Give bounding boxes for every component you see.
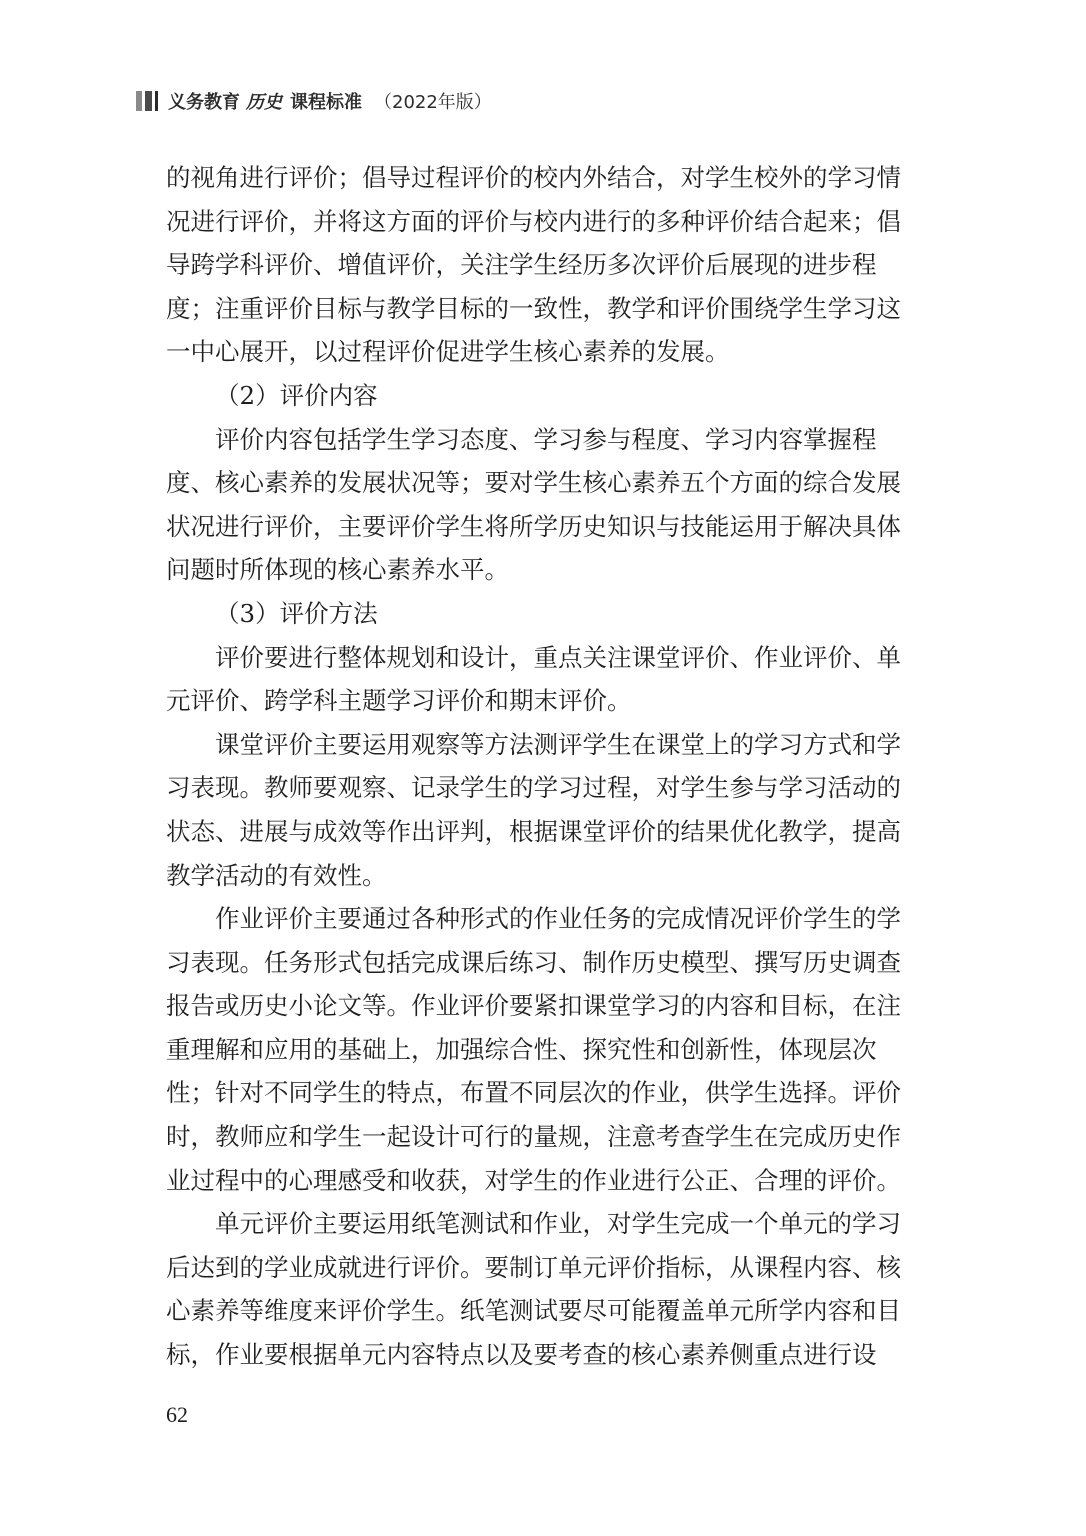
text-line: 况进行评价，并将这方面的评价与校内进行的多种评价结合起来；倡 <box>166 206 901 236</box>
text-line: 重理解和应用的基础上，加强综合性、探究性和创新性，体现层次 <box>166 1034 877 1064</box>
header-bars-icon <box>136 91 158 111</box>
text-line: 评价要进行整体规划和设计，重点关注课堂评价、作业评价、单 <box>215 642 901 672</box>
book-title <box>168 88 492 114</box>
text-line: 问题时所体现的核心素养水平。 <box>166 555 509 585</box>
text-line: 单元评价主要运用纸笔测试和作业，对学生完成一个单元的学习 <box>215 1209 901 1239</box>
text-line: 一中心展开，以过程评价促进学生核心素养的发展。 <box>166 337 730 367</box>
text-line: 习表现。教师要观察、记录学生的学习过程，对学生参与学习活动的 <box>166 773 901 803</box>
text-line: 时，教师应和学生一起设计可行的量规，注意考查学生在完成历史作 <box>166 1122 901 1152</box>
book-title-subject: 历史 <box>246 92 282 113</box>
running-head <box>136 88 492 114</box>
text-line: 教学活动的有效性。 <box>166 860 387 890</box>
text-line: 后达到的学业成就进行评价。要制订单元评价指标，从课程内容、核 <box>166 1252 901 1282</box>
text-line: 习表现。任务形式包括完成课后练习、制作历史模型、撰写历史调查 <box>166 947 901 977</box>
text-line: 性；针对不同学生的特点，布置不同层次的作业，供学生选择。评价 <box>166 1078 901 1108</box>
text-line: 度、核心素养的发展状况等；要对学生核心素养五个方面的综合发展 <box>166 468 901 498</box>
text-line: 作业评价主要通过各种形式的作业任务的完成情况评价学生的学 <box>215 904 901 934</box>
book-edition: （2022年版） <box>374 92 492 113</box>
text-line: 标，作业要根据单元内容特点以及要考查的核心素养侧重点进行设 <box>166 1340 877 1370</box>
text-line: 业过程中的心理感受和收获，对学生的作业进行公正、合理的评价。 <box>166 1165 901 1195</box>
text-line: 课堂评价主要运用观察等方法测评学生在课堂上的学习方式和学 <box>215 729 901 759</box>
text-line: 心素养等维度来评价学生。纸笔测试要尽可能覆盖单元所学内容和目 <box>166 1296 901 1326</box>
text-line: 的视角进行评价；倡导过程评价的校内外结合，对学生校外的学习情 <box>166 163 901 192</box>
text-line: 导跨学科评价、增值评价，关注学生经历多次评价后展现的进步程 <box>166 250 877 280</box>
text-line: 评价内容包括学生学习态度、学习参与程度、学习内容掌握程 <box>215 424 877 454</box>
body-text <box>166 156 922 1377</box>
text-line: 报告或历史小论文等。作业评价要紧扣课堂学习的内容和目标，在注 <box>166 991 901 1021</box>
text-line: （2）评价内容 <box>215 380 378 410</box>
text-line: 度；注重评价目标与教学目标的一致性，教学和评价围绕学生学习这 <box>166 293 901 323</box>
book-title-prefix: 义务教育 <box>168 92 240 113</box>
text-line: 状态、进展与成效等作出评判，根据课堂评价的结果优化教学，提高 <box>166 816 901 846</box>
text-line: （3）评价方法 <box>215 598 378 628</box>
text-line: 状况进行评价，主要评价学生将所学历史知识与技能运用于解决具体 <box>166 511 901 541</box>
page-number: 62 <box>166 1402 188 1427</box>
text-line: 元评价、跨学科主题学习评价和期末评价。 <box>166 686 632 716</box>
book-title-suffix: 课程标准 <box>290 92 362 113</box>
